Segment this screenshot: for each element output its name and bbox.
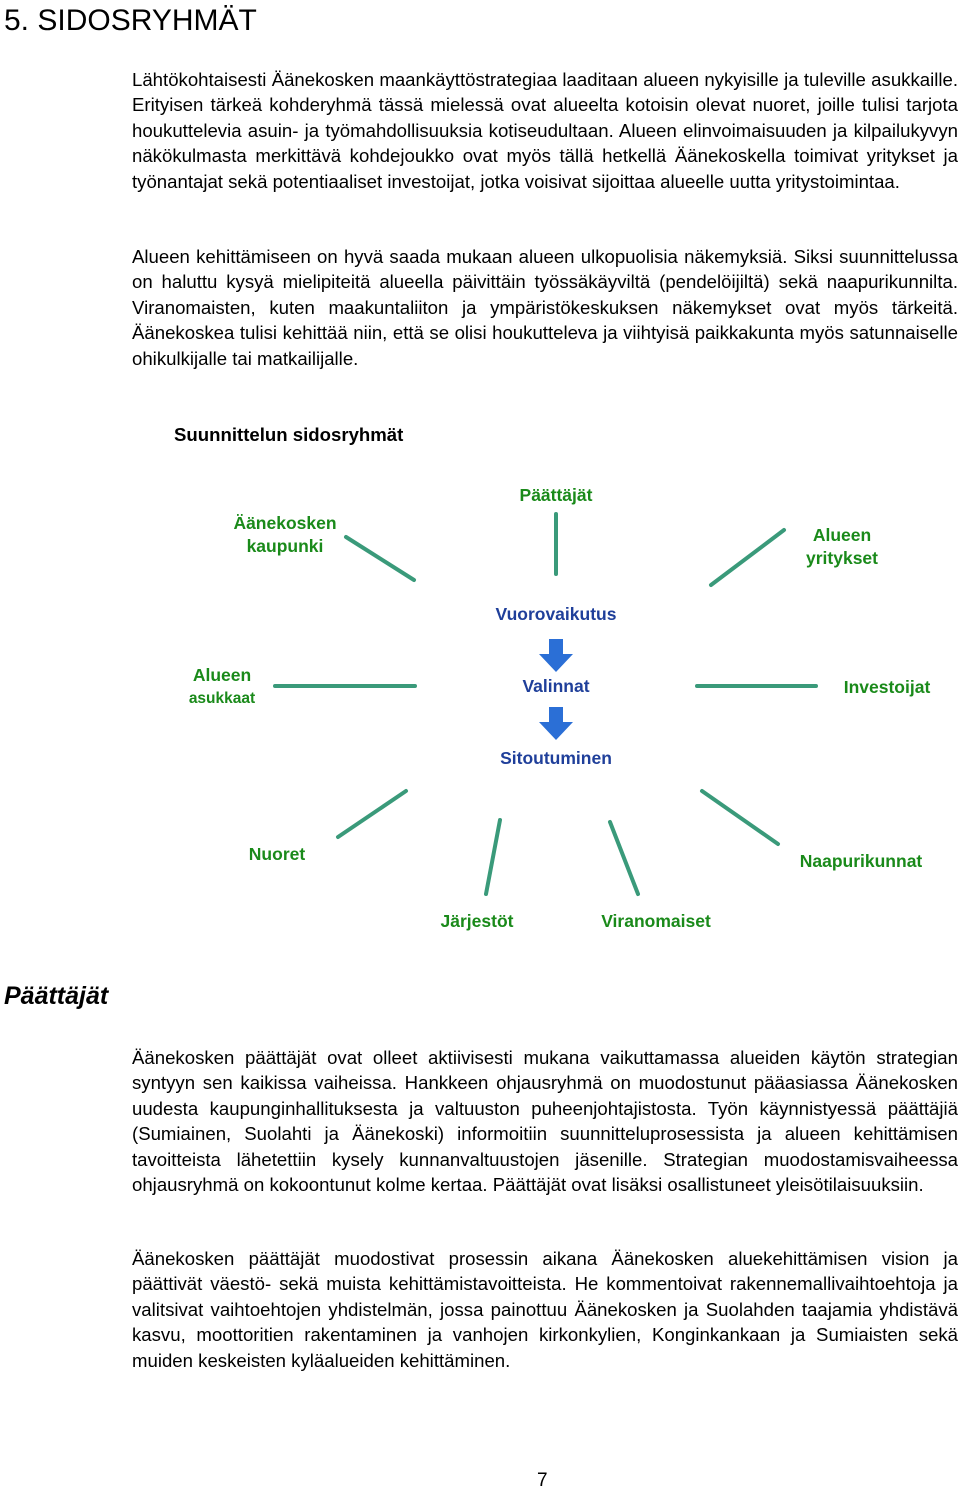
intro-paragraph-2: Alueen kehittämiseen on hyvä saada mukaan alueen ulkopuolisia näkemyksiä. Siksi suunnittelussa on haluttu kysyä mielipiteitä alueella päivittäin työssäkäyviltä (pendelöijiltä) sekä naapurikunnilta. Viranomaisten, kuten maakuntaliiton ja ympäristökeskuksen näkemykset ovat myös tärkeitä. Äänekoskea tulisi kehittää niin, että se olisi houkutteleva ja viihtyisä paikkakunta myös satunnaiselle ohikulkijalle tai matkailijalle. — [132, 246, 958, 369]
diagram-title: Suunnittelun sidosryhmät — [174, 424, 404, 445]
node-city: Äänekosken kaupunki — [233, 513, 337, 556]
node-companies: Alueen yritykset — [806, 525, 878, 568]
process-interaction: Vuorovaikutus — [495, 604, 617, 624]
intro-paragraph-1: Lähtökohtaisesti Äänekosken maankäyttöstrategiaa laaditaan alueen nykyisille ja tuleville asukkaille. Erityisen tärkeä kohderyhmä tässä mielessä ovat alueelta kotoisin olevat nuoret, joille tulisi tarjota houkuttelevia asuin- ja työmahdollisuuksia kotiseudultaan. Alueen elinvoimaisuuden ja kilpailukyvyn näkökulmasta merkittävä kohdejoukko ovat myös tällä hetkellä Äänekoskella toimivat yritykset ja työnantajat sekä potentiaaliset investoijat, jotka voisivat sijoittaa alueelle uutta yritystoimintaa. — [132, 69, 958, 192]
section-paragraph-1: Äänekosken päättäjät ovat olleet aktiivisesti mukana vaikuttamassa alueiden käytön strategian syntyyn sen kaikissa vaiheissa. Hankkeen ohjausryhmä on muodostunut pääasiassa Äänekosken uudesta kaupunginhallituksesta ja valtuuston puheenjohtajistosta. Työn käynnistyessä päättäjiä (Sumiainen, Suolahti ja Äänekoski) informoitiin suunnitteluprosessista ja alueen kehittämisen tavoitteista lähetettiin kysely kunnanvaltuustojen jäsenille. Strategian muodostamisvaiheessa ohjausryhmä on kokoontunut kolme kertaa. Päättäjät ovat lisäksi osallistuneet yleisötilaisuuksiin. — [132, 1047, 958, 1196]
page-number: 7 — [537, 1470, 548, 1491]
connector-authorities — [610, 822, 638, 894]
node-youth: Nuoret — [248, 844, 306, 864]
process-choices: Valinnat — [522, 676, 590, 696]
node-authorities: Viranomaiset — [601, 911, 711, 931]
connector-youth — [338, 791, 406, 837]
arrow-down-icon — [539, 639, 573, 672]
node-organisations: Järjestöt — [440, 911, 514, 931]
connector-neighbours — [702, 791, 778, 844]
section-heading: Päättäjät — [4, 982, 109, 1010]
node-residents: Alueen asukkaat — [188, 665, 256, 707]
section-paragraph-2: Äänekosken päättäjät muodostivat prosessin aikana Äänekosken aluekehittämisen vision ja päättivät väestö- sekä muista kehittämistavoitteista. He kommentoivat rakennemallivaihtoehtoja ja valitsivat vaihtoehtojen yhdistelmän, jossa painottuu Äänekosken ja Suolahden taajamia yhdistävä kasvu, moottoritien rakentaminen ja vanhojen kirkonkylien, Konginkankaan ja Sumiaisten sekä muiden keskeisten kyläalueiden kehittäminen. — [132, 1248, 958, 1371]
connector-city — [346, 537, 414, 580]
node-investors: Investoijat — [843, 677, 931, 697]
arrow-down-icon — [539, 707, 573, 740]
page-heading: 5. SIDOSRYHMÄT — [4, 4, 257, 37]
connector-organisations — [486, 820, 500, 894]
process-commitment: Sitoutuminen — [500, 748, 612, 768]
node-decision-makers: Päättäjät — [519, 485, 593, 505]
node-neighbours: Naapurikunnat — [799, 851, 923, 871]
